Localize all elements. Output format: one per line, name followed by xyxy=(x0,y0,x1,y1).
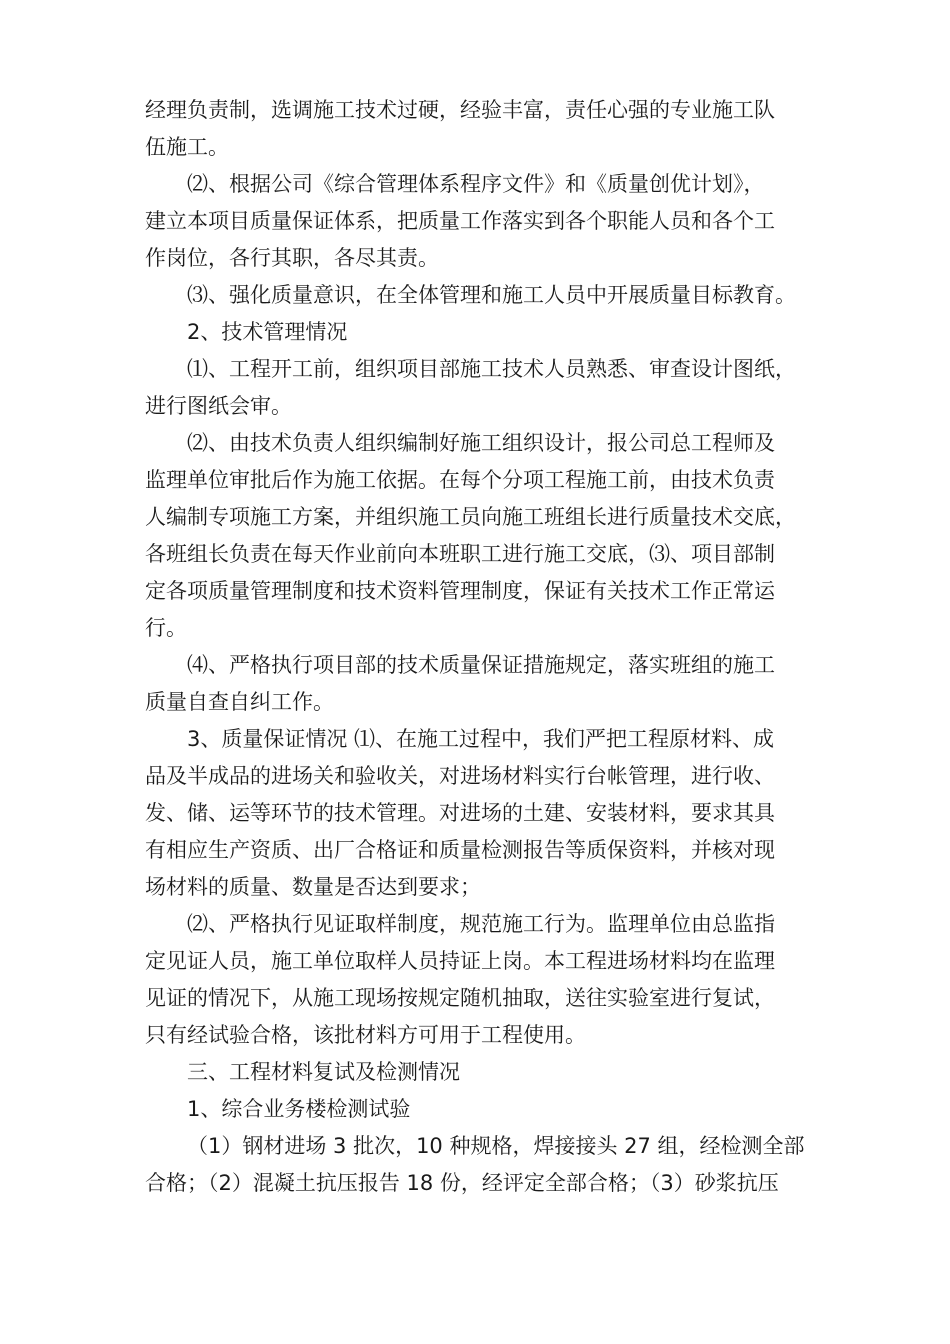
paragraph-p10 xyxy=(145,1054,810,1091)
text-line: 场材料的质量、数量是否达到要求； xyxy=(145,875,481,899)
text-line: 质量自查自纠工作。 xyxy=(145,690,334,714)
text-line: ⑵、严格执行见证取样制度，规范施工行为。监理单位由总监指 xyxy=(187,912,775,936)
text-line: ⑴、工程开工前，组织项目部施工技术人员熟悉、审查设计图纸， xyxy=(187,357,796,381)
document-body xyxy=(145,92,810,1202)
text-line: 定各项质量管理制度和技术资料管理制度，保证有关技术工作正常运 xyxy=(145,579,775,603)
text-line: ⑵、由技术负责人组织编制好施工组织设计，报公司总工程师及 xyxy=(187,431,775,455)
text-line: 1、综合业务楼检测试验 xyxy=(187,1097,411,1121)
paragraph-p1 xyxy=(145,92,810,166)
paragraph-p12 xyxy=(145,1128,810,1202)
paragraph-p7 xyxy=(145,647,810,721)
text-line: 经理负责制，选调施工技术过硬，经验丰富，责任心强的专业施工队 xyxy=(145,98,775,122)
text-line: 3、质量保证情况 ⑴、在施工过程中，我们严把工程原材料、成 xyxy=(187,727,775,751)
paragraph-p3 xyxy=(145,277,810,314)
text-line: 行。 xyxy=(145,616,187,640)
paragraph-p11 xyxy=(145,1091,810,1128)
text-line: 有相应生产资质、出厂合格证和质量检测报告等质保资料，并核对现 xyxy=(145,838,775,862)
text-line: 人编制专项施工方案，并组织施工员向施工班组长进行质量技术交底， xyxy=(145,505,796,529)
text-line: 见证的情况下，从施工现场按规定随机抽取，送往实验室进行复试， xyxy=(145,986,775,1010)
text-line: 伍施工。 xyxy=(145,135,229,159)
text-line: 2、技术管理情况 xyxy=(187,320,348,344)
text-line: 各班组长负责在每天作业前向本班职工进行施工交底，⑶、项目部制 xyxy=(145,542,775,566)
text-line: 监理单位审批后作为施工依据。在每个分项工程施工前，由技术负责 xyxy=(145,468,775,492)
paragraph-p4 xyxy=(145,314,810,351)
text-line: 定见证人员，施工单位取样人员持证上岗。本工程进场材料均在监理 xyxy=(145,949,775,973)
text-line: 品及半成品的进场关和验收关，对进场材料实行台帐管理，进行收、 xyxy=(145,764,775,788)
paragraph-p2 xyxy=(145,166,810,277)
text-line: 只有经试验合格，该批材料方可用于工程使用。 xyxy=(145,1023,586,1047)
text-line: ⑷、严格执行项目部的技术质量保证措施规定，落实班组的施工 xyxy=(187,653,775,677)
text-line: 建立本项目质量保证体系，把质量工作落实到各个职能人员和各个工 xyxy=(145,209,775,233)
paragraph-p9 xyxy=(145,906,810,1054)
text-line: 进行图纸会审。 xyxy=(145,394,292,418)
text-line: 作岗位，各行其职，各尽其责。 xyxy=(145,246,439,270)
paragraph-p8 xyxy=(145,721,810,906)
text-line: 三、工程材料复试及检测情况 xyxy=(187,1060,460,1084)
text-line: （1）钢材进场 3 批次，10 种规格，焊接接头 27 组，经检测全部 xyxy=(187,1134,805,1158)
text-line: 合格；（2）混凝土抗压报告 18 份，经评定全部合格；（3）砂浆抗压 xyxy=(145,1171,779,1195)
paragraph-p5 xyxy=(145,351,810,425)
text-line: ⑶、强化质量意识，在全体管理和施工人员中开展质量目标教育。 xyxy=(187,283,796,307)
text-line: ⑵、根据公司《综合管理体系程序文件》和《质量创优计划》， xyxy=(187,172,765,196)
paragraph-p6 xyxy=(145,425,810,647)
text-line: 发、储、运等环节的技术管理。对进场的土建、安装材料，要求其具 xyxy=(145,801,775,825)
